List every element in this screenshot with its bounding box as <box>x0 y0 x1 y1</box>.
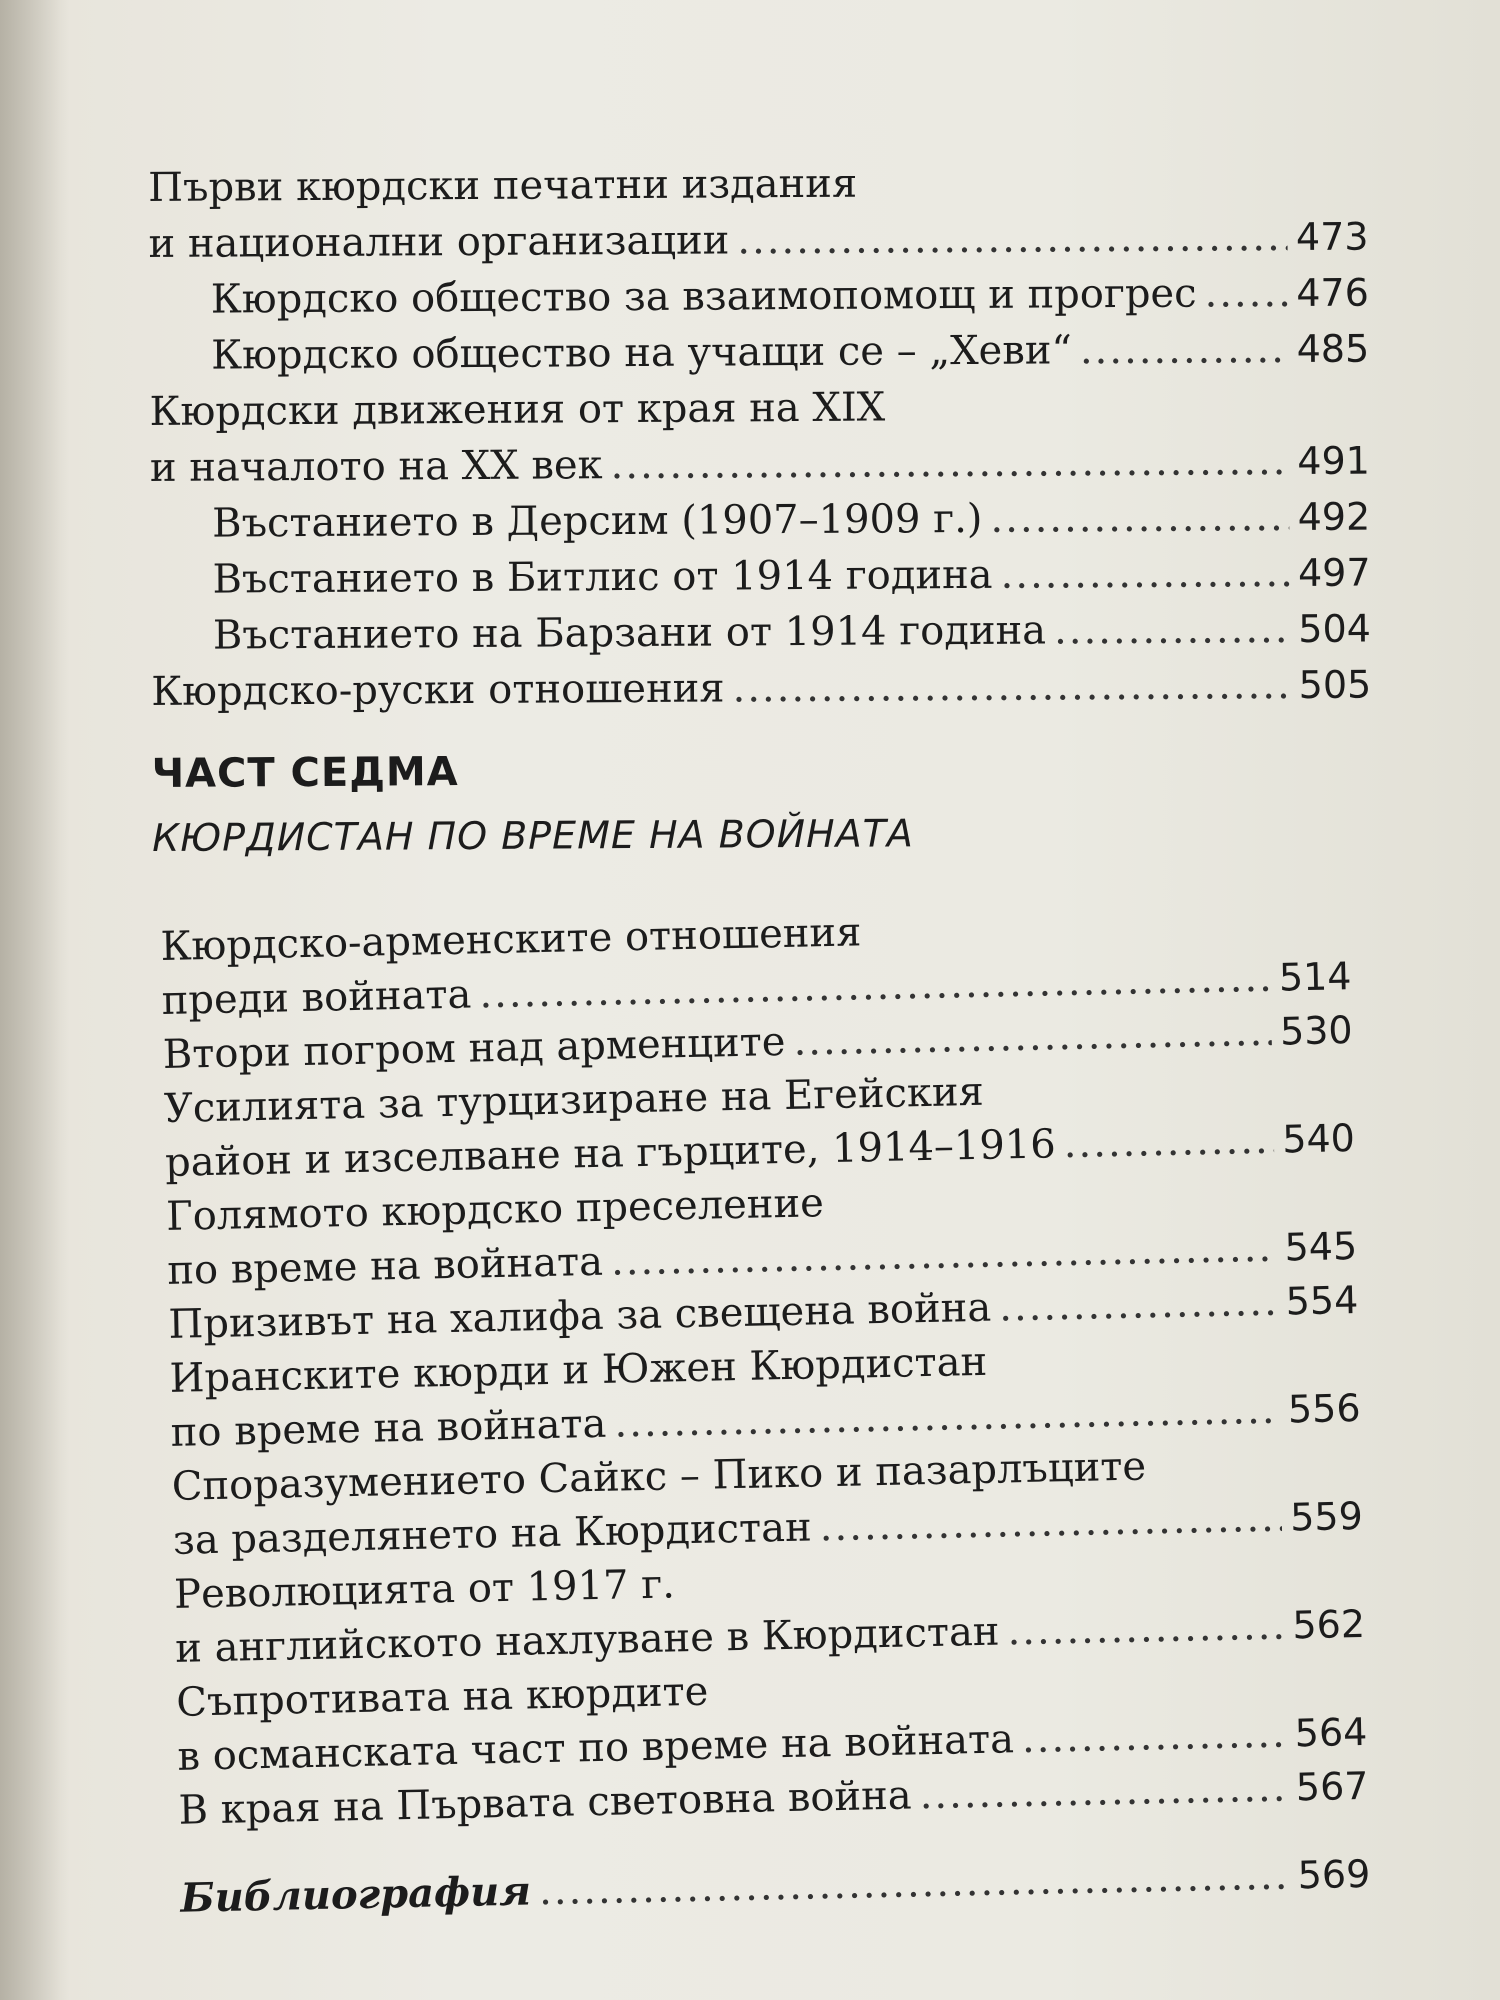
leader-dots <box>737 209 1288 268</box>
toc-entry-line: Голямото кюрдско преселение <box>165 1180 825 1240</box>
toc-entry-line: по време на войната <box>170 1400 607 1456</box>
leader-dots <box>610 433 1289 493</box>
toc-subentry <box>150 545 1370 608</box>
toc-entry-line: район и изселване на гърците, 1914–1916 <box>164 1121 1057 1186</box>
page-number: 562 <box>1292 1601 1366 1648</box>
leader-dots <box>919 1761 1288 1823</box>
toc-entry-line: Кюрдско общество за взаимопомощ и прогрес <box>210 270 1197 323</box>
toc-entry-line: В края на Първата световна война <box>178 1772 913 1834</box>
toc-entry-line: Революцията от 1917 г. <box>173 1561 676 1618</box>
toc-subentry <box>149 321 1369 384</box>
leader-dots <box>1021 1707 1287 1767</box>
toc-entry-line: и английското нахлуване в Кюрдистан <box>174 1608 1000 1672</box>
toc-entry-line: Кюрдски движения от края на XIX <box>149 384 886 435</box>
toc-bibliography <box>180 1847 1371 1926</box>
page-number: 556 <box>1287 1385 1361 1432</box>
toc-entry-line: Призивът на халифа за свещена война <box>168 1284 992 1348</box>
page-number: 554 <box>1285 1277 1359 1324</box>
toc-entry-line: преди войната <box>161 971 472 1024</box>
page-number: 545 <box>1284 1224 1358 1270</box>
page-number: 497 <box>1297 550 1371 595</box>
leader-dots <box>732 657 1290 716</box>
leader-dots <box>1007 1599 1285 1659</box>
page-number: 505 <box>1298 662 1372 707</box>
page-number: 559 <box>1289 1493 1364 1540</box>
page-number: 564 <box>1294 1709 1368 1756</box>
page-number: 492 <box>1297 494 1371 539</box>
toc-entry-line: Кюрдско-арменските отношения <box>160 909 862 970</box>
bibliography-label: Библиография <box>180 1867 532 1922</box>
toc-lower-section <box>160 895 1371 1926</box>
leader-dots <box>990 489 1290 547</box>
page-number: 540 <box>1281 1116 1356 1162</box>
toc-entry-line: Първи кюрдски печатни издания <box>148 160 858 211</box>
toc-entry-line: Въстанието на Барзани от 1914 година <box>212 607 1047 659</box>
toc-subentry <box>151 601 1371 664</box>
toc-subentry <box>149 265 1369 328</box>
toc-entry-line: и национални организации <box>148 217 730 267</box>
part-title: ЧАСТ СЕДМА <box>151 749 459 797</box>
page-number: 473 <box>1295 214 1369 259</box>
page-number: 567 <box>1295 1763 1369 1810</box>
leader-dots <box>999 1275 1279 1335</box>
page-number: 504 <box>1298 606 1372 651</box>
leader-dots <box>819 1491 1283 1555</box>
toc-entry-line: и началото на XX век <box>149 442 603 491</box>
toc-subentry <box>150 489 1370 552</box>
page-number: 514 <box>1278 954 1352 1000</box>
toc-entry-line: Споразумението Сайкс – Пико и пазарлъците <box>171 1443 1147 1510</box>
leader-dots <box>1204 265 1288 322</box>
toc-entry-last-line <box>148 209 1368 272</box>
toc-entry-last-line <box>150 433 1370 496</box>
leader-dots <box>1063 1113 1275 1171</box>
toc-entry <box>149 377 1370 496</box>
leader-dots <box>1000 545 1290 603</box>
toc-entry-line: Втори погром над арменците <box>162 1018 786 1078</box>
toc-upper-section <box>148 153 1372 878</box>
toc-entry-line: в османската част по време на войната <box>177 1716 1015 1780</box>
toc-entry-line: Съпротивата на кюрдите <box>175 1668 709 1726</box>
toc-entry-line: Въстанието в Дерсим (1907–1909 г.) <box>212 495 983 547</box>
toc-entry <box>148 153 1369 272</box>
leader-dots <box>538 1849 1290 1919</box>
toc-entry-line: Въстанието в Битлис от 1914 година <box>212 551 993 603</box>
gutter-shadow <box>0 0 70 2000</box>
page-number: 530 <box>1279 1008 1354 1054</box>
toc-entry-line: Усилията за турцизиране на Егейския <box>163 1068 985 1132</box>
toc-entry <box>151 657 1371 720</box>
page-number: 569 <box>1297 1851 1371 1898</box>
leader-dots <box>1080 321 1289 378</box>
page-number: 485 <box>1296 326 1370 371</box>
toc-entry-line: Иранските кюрди и Южен Кюрдистан <box>169 1338 988 1402</box>
toc-entry-line: Кюрдско-руски отношения <box>151 665 725 715</box>
part-subtitle: КЮРДИСТАН ПО ВРЕМЕ НА ВОЙНАТА <box>152 811 914 860</box>
page-number: 491 <box>1297 438 1370 483</box>
toc-entry-line: за разделянето на Кюрдистан <box>172 1504 813 1564</box>
toc-entry-line: Кюрдско общество на учащи се – „Хеви“ <box>211 327 1073 379</box>
leader-dots <box>1054 601 1291 658</box>
page-number: 476 <box>1296 270 1369 315</box>
toc-entry-line: по време на войната <box>166 1238 604 1294</box>
leader-dots <box>793 1005 1273 1069</box>
